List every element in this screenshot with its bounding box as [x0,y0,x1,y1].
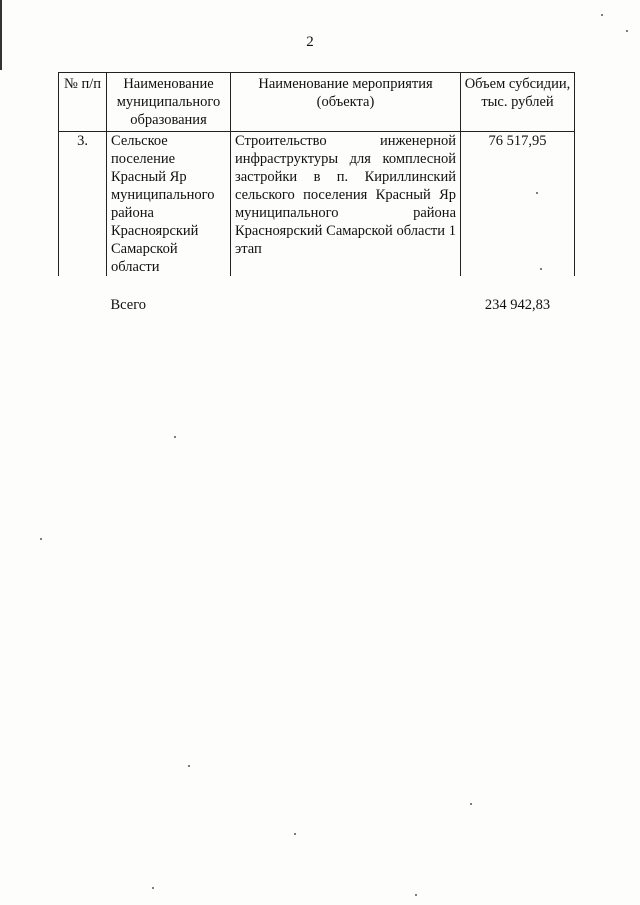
header-num: № п/п [59,73,107,132]
subsidy-table [58,72,575,314]
row-amount: 76 517,95 [461,132,575,277]
header-municipality: Наименование муниципального образования [107,73,231,132]
total-amount: 234 942,83 [484,297,551,313]
scan-speck [601,14,603,16]
total-label: Всего [110,297,147,313]
header-event: Наименование мероприятия (объекта) [231,73,461,132]
scan-speck [536,192,538,194]
scan-speck [626,30,628,32]
scan-speck [294,833,296,835]
scan-speck [540,268,542,270]
page-number: 2 [306,34,314,50]
scan-speck [152,887,154,889]
total-num-empty [59,276,107,314]
scan-speck [188,765,190,767]
scan-speck [415,894,417,896]
subsidy-table-container [58,72,574,314]
total-row [59,276,575,314]
table-row [59,132,575,277]
row-municipality: Сельское поселение Красный Яр муниципального района Красноярский Самарской области [107,132,231,277]
row-num: 3. [59,132,107,277]
table-header-row [59,73,575,132]
scan-speck [470,803,472,805]
row-event: Строительство инженерной инфраструктуры для комплесной застройки в п. Кириллинский сельского поселения Красный Яр муниципального района Красноярский Самарской области 1 этап [231,132,461,277]
header-amount: Объем субсидии, тыс. рублей [461,73,575,132]
total-event-empty [231,276,461,314]
scan-speck [174,436,176,438]
scan-speck [40,538,42,540]
